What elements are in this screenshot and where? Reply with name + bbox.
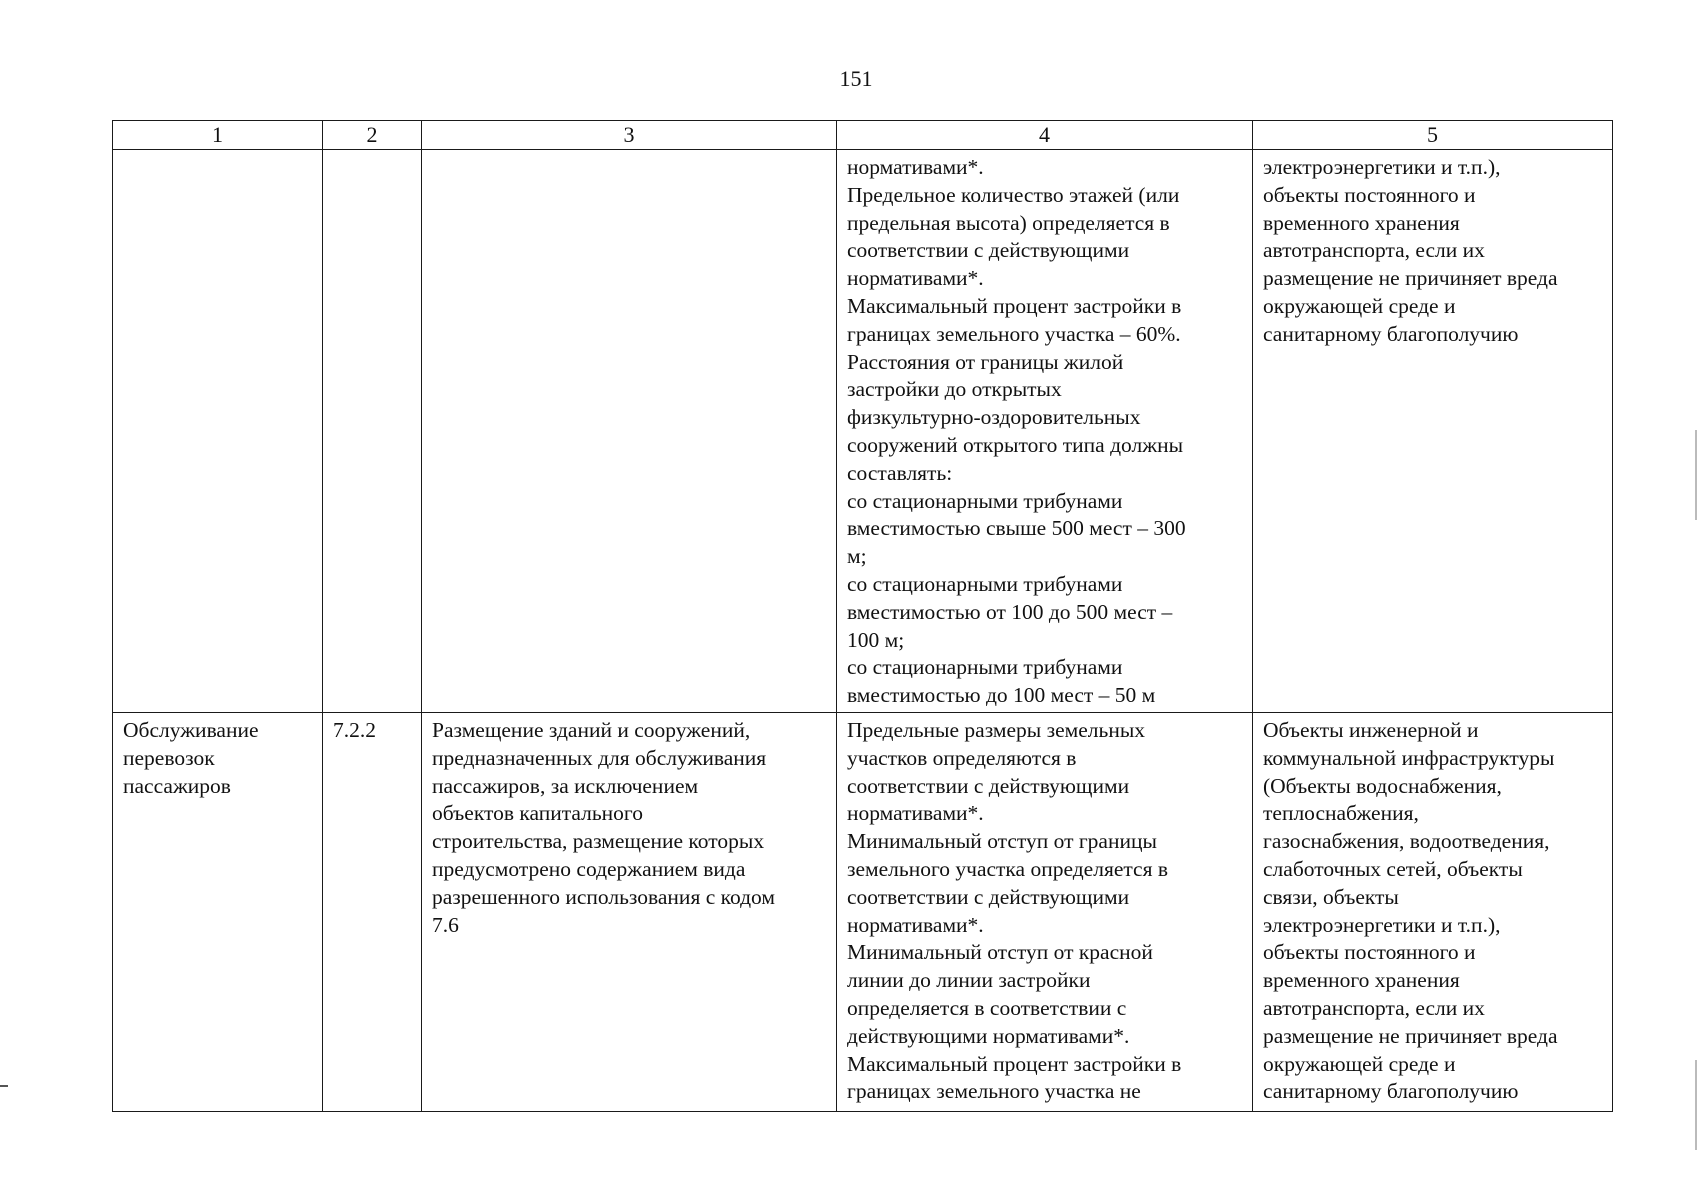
parameters-cell (837, 150, 1253, 713)
header-cell-2: 2 (323, 121, 422, 150)
use-code: 7.2.2 (333, 717, 376, 742)
table-header-row (113, 121, 1613, 150)
use-code-cell (323, 712, 422, 1111)
parameters-text: нормативами*. Предельное количество этажей (или предельная высота) определяется в соответствии с действующими нормативами*. Максимальный процент застройки в границах земельного участка – 60%. Расстояния от границы жилой застройки до открытых физкультурно-оздоровительных сооружений открытого типа должны составлять: со стационарными трибунами вместимостью свыше 500 мест – 300 м; со стационарными трибунами вместимостью от 100 до 500 мест – 100 м; со стационарными трибунами вместимостью до 100 мест – 50 м (847, 155, 1186, 708)
parameters-text: Предельные размеры земельных участков определяются в соответствии с действующими нормативами*. Минимальный отступ от границы земельного участка определяется в соответствии с действующими нормативами*. Минимальный отступ от красной линии до линии застройки определяется в соответствии с действующими нормативами*. Максимальный процент застройки в границах земельного участка не (847, 717, 1182, 1104)
auxiliary-uses-cell (1253, 712, 1613, 1111)
auxiliary-uses-text: Объекты инженерной и коммунальной инфраструктуры (Объекты водоснабжения, теплоснабжения, газоснабжения, водоотведения, слаботочных сетей, объекты связи, объекты электроэнергетики и т.п.), объекты постоянного и временного хранения автотранспорта, если их размещение не причиняет вреда окружающей среде и санитарному благополучию (1263, 717, 1558, 1104)
table-row (113, 150, 1613, 713)
page-number: 151 (839, 66, 873, 91)
header-cell-4: 4 (837, 121, 1253, 150)
header-cell-5: 5 (1253, 121, 1613, 150)
regulation-table (112, 120, 1613, 1112)
use-description-cell (422, 712, 837, 1111)
use-code-cell (323, 150, 422, 713)
use-type-name-cell (113, 712, 323, 1111)
parameters-cell (837, 712, 1253, 1111)
use-description-cell (422, 150, 837, 713)
use-description: Размещение зданий и сооружений, предназначенных для обслуживания пассажиров, за исключением объектов капитального строительства, размещение которых предусмотрено содержанием вида разрешенного использования с кодом 7.6 (432, 717, 775, 937)
auxiliary-uses-cell (1253, 150, 1613, 713)
use-type-name: Обслуживание перевозок пассажиров (123, 717, 259, 798)
header-cell-1: 1 (113, 121, 323, 150)
header-cell-3: 3 (422, 121, 837, 150)
auxiliary-uses-text: электроэнергетики и т.п.), объекты постоянного и временного хранения автотранспорта, если их размещение не причиняет вреда окружающей среде и санитарному благополучию (1263, 155, 1558, 346)
use-type-name-cell (113, 150, 323, 713)
table-row (113, 712, 1613, 1111)
scan-edge-mark (0, 1085, 8, 1087)
